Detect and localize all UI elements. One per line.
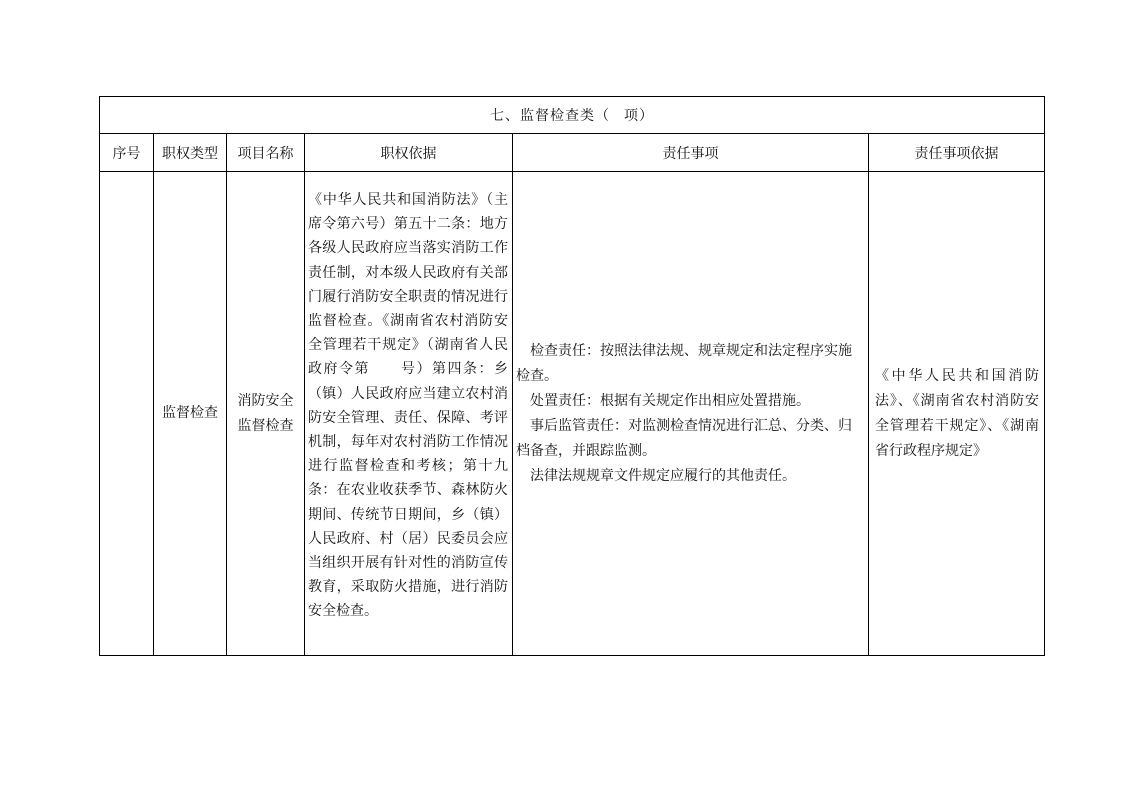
cell-power-basis: [305, 172, 513, 656]
duty-item-disposal: 处置责任：根据有关规定作出相应处置措施。: [530, 392, 810, 409]
header-row: [100, 134, 1045, 172]
cell-item-name: [227, 172, 305, 656]
item-name-line1: 消防安全: [237, 392, 294, 409]
header-seq: 序号: [100, 134, 154, 172]
duty-item-supervision: 事后监管责任：对监测检查情况进行汇总、分类、归档备查，并跟踪监测。: [516, 417, 852, 459]
duty-item-inspection: 检查责任：按照法律法规、规章规定和法定程序实施检查。: [516, 342, 852, 384]
item-name-line2: 监督检查: [237, 417, 294, 434]
header-item-name: 项目名称: [227, 134, 305, 172]
table-row: [100, 172, 1045, 656]
cell-power-type: 监督检查: [154, 172, 227, 656]
title-row: [100, 97, 1045, 134]
section-title: [100, 97, 1045, 134]
header-power-type: 职权类型: [154, 134, 227, 172]
section-title-left: 七、监督检查类（: [490, 108, 610, 124]
cell-duty-basis: 《中华人民共和国消防法》、《湖南省农村消防安全管理若干规定》、《湖南省行政程序规定》: [869, 172, 1045, 656]
header-duty-basis: 责任事项依据: [869, 134, 1045, 172]
cell-duties: [513, 172, 869, 656]
section-title-right: 项）: [624, 108, 654, 124]
responsibility-table: [99, 96, 1045, 656]
cell-seq: [100, 172, 154, 656]
header-duties: 责任事项: [513, 134, 869, 172]
header-power-basis: 职权依据: [305, 134, 513, 172]
duty-item-other: 法律法规规章文件规定应履行的其他责任。: [530, 467, 796, 484]
power-basis-text: 《中华人民共和国消防法》（主席令第六号）第五十二条：地方各级人民政府应当落实消防工作责任制，对本级人民政府有关部门履行消防安全职责的情况进行监督检查。《湖南省农村消防安全管理若干规定》（湖南省人民政府令第 号）第四条：乡（镇）人民政府应当建立农村消防安全管理、责任、保障、考评机制，每年对农村消防工作情况进行监督检查和考核；第十九条：在农业收获季节、森林防火期间、传统节日期间，乡（镇）人民政府、村（居）民委员会应当组织开展有针对性的消防宣传教育，采取防火措施，进行消防安全检查。: [308, 192, 508, 620]
